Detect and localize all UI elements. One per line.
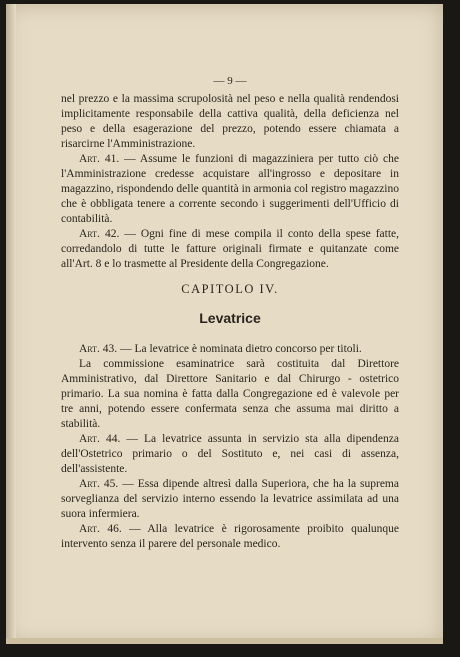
article-text: — Ogni fine di mese compila il conto della spese fatte, corredandolo di tutte le fatture originali firmate e quitanzate come all'Art. 8 e lo trasmette al Presidente della Congregazione. [61,228,399,270]
article-label: Art. 42. [79,228,120,240]
paragraph: nel prezzo e la massima scrupolosità nel peso e nella qualità rendendosi implicitamente responsabile della cattiva qualità, della deficienza nel peso e della esagerazione del prezzo, potendo essere chiamata a risarcirne l'Amministrazione. [61,93,399,150]
article-42 [61,227,399,272]
article-label: Art. 43. [79,343,118,355]
article-label: Art. 46. [79,523,122,535]
chapter-title: CAPITOLO IV. [181,282,279,296]
article-44 [61,432,399,477]
article-43 [61,342,399,357]
section-heading: Levatrice [199,310,261,326]
article-text: — Alla levatrice è rigorosamente proibito qualunque intervento senza il parere del personale medico. [61,523,399,550]
paragraph: La commissione esaminatrice sarà costituita dal Direttore Amministrativo, dal Direttore Sanitario e dal Chirurgo - ostetrico primario. La sua nomina è fatta dalla Congregazione ed è valevole per tre anni, potendo essere confermata senza che assuma mai diritto a stabilità. [61,358,399,430]
page-number: — 9 — [213,75,247,87]
page-bottom-edge [6,638,443,644]
article-label: Art. 41. [79,153,120,165]
article-label: Art. 44. [79,433,121,445]
article-46 [61,522,399,552]
article-41 [61,152,399,227]
article-45 [61,477,399,522]
book-page [6,4,443,644]
article-text: — Essa dipende altresì dalla Superiora, che ha la suprema sorveglianza del servizio interno essendo la levatrice assimilata ad una suora infermiera. [61,478,399,520]
page-spine-shadow [6,4,16,644]
article-label: Art. 45. [79,478,119,490]
page-text [61,74,399,552]
article-text: — La levatrice è nominata dietro concorso per titoli. [120,343,362,355]
article-text: — Assume le funzioni di magazziniera per tutto ciò che l'Amministrazione credesse acquistare all'ingrosso e depositare in magazzino, rispondendo delle quantità in armonia col registro magazzino che è obbligata tenere a corrente secondo i suggerimenti dell'Ufficio di contabilità. [61,153,399,225]
article-text: — La levatrice assunta in servizio sta alla dipendenza dell'Ostetrico primario o del Sostituto e, nei casi di assenza, dell'assistente. [61,433,399,475]
